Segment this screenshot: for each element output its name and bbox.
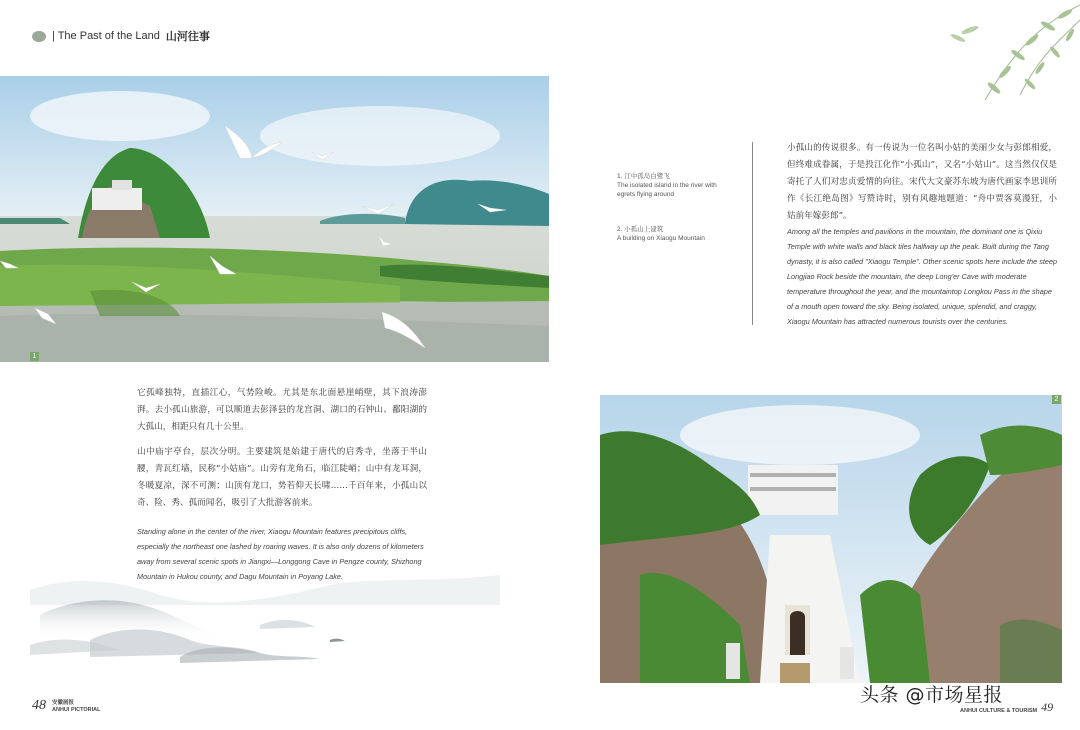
photo-island-egrets (0, 76, 549, 362)
right-page-number: 49 (1041, 700, 1054, 714)
section-title: | The Past of the Land (52, 30, 160, 42)
footer-right-label: ANHUI CULTURE & TOURISM (960, 708, 1038, 714)
caption-2-cn: 2. 小孤山上建筑 (617, 226, 664, 233)
caption-1 (617, 172, 729, 199)
left-cn-paragraph-1: 它孤峰独特，直插江心，气势险峻。尤其是东北面悬崖峭壁，其下浪涛澎湃。去小孤山旅游，可以顺道去彭泽县的龙宫洞、湖口的石钟山、鄱阳湖的大孤山，相距只有几十公里。 (137, 388, 427, 432)
caption-1-en: The isolated island in the river with egrets flying around (617, 182, 717, 198)
watermark-text: 头条 @市场星报 (860, 684, 1004, 706)
section-header (32, 28, 210, 44)
magazine-name-cn: 安徽画报 (52, 700, 75, 706)
footer-left (32, 698, 100, 714)
left-en-paragraph: Standing alone in the center of the river, Xiaogu Mountain features precipitous cliffs, especially the northeast one lashed by roaring waves. It is also only dozens of kilometers away from several scenic spots in Jiangxi—Longgong Cave in Pengze county, Shizhong Mountain in Hukou county, and Dagu Mountain in Poyang Lake. (137, 527, 424, 581)
left-page-number: 48 (32, 698, 46, 713)
right-cn-paragraph: 小孤山的传说很多。有一传说为一位名叫小姑的美丽少女与彭郎相爱，但终难成眷属，于是投江化作“小孤山”，又名“小姑山”。这当然仅仅是寄托了人们对忠贞爱情的向往。宋代大文豪苏东坡为唐代画家李思训所作《长江绝岛图》写赞诗时，别有风趣地题道：“舟中贾客莫漫狂，小姑前年嫁彭郎”。 (787, 143, 1057, 221)
vertical-divider (752, 142, 753, 325)
section-dot-icon (32, 31, 46, 42)
ink-landscape-decoration (30, 545, 530, 675)
section-title-cn: 山河往事 (165, 31, 210, 43)
caption-2 (617, 225, 729, 243)
photo2-number: 2 (1052, 395, 1061, 404)
magazine-name-en: ANHUI PICTORIAL (52, 707, 101, 713)
willow-branch-decoration (940, 0, 1080, 110)
photo-mountain-building (600, 395, 1062, 683)
photo1-number: 1 (30, 352, 39, 361)
caption-1-cn: 1. 江中孤岛白鹭飞 (617, 173, 670, 180)
right-en-paragraph: Among all the temples and pavilions in the mountain, the dominant one is Qixiu Temple with white walls and black tiles halfway up the peak. Built during the Tang dynasty, it is also called "Xiaogu Temple". Other scenic spots here include the steep Longjiao Rock beside the mountain, the deep Long'er Cave with moderate temperature throughout the year, and the mountaintop Longkou Pass in the shape of a mouth open toward the sky. Being isolated, unique, splendid, and craggy, Xiaogu Mountain has attracted numerous tourists over the centuries. (787, 227, 1058, 326)
left-cn-paragraph-2: 山中庙宇亭台，层次分明。主要建筑是始建于唐代的启秀寺，坐落于半山腰，青瓦红墙，民称“小姑庙”。山旁有龙角石，临江陡峭；山中有龙耳洞，冬暖夏凉，深不可测；山顶有龙口，势若仰天长啸……千百年来，小孤山以奇、险、秀、孤而闻名，吸引了大批游客前来。 (137, 447, 427, 508)
caption-2-en: A building on Xiaogu Mountain (617, 235, 705, 242)
